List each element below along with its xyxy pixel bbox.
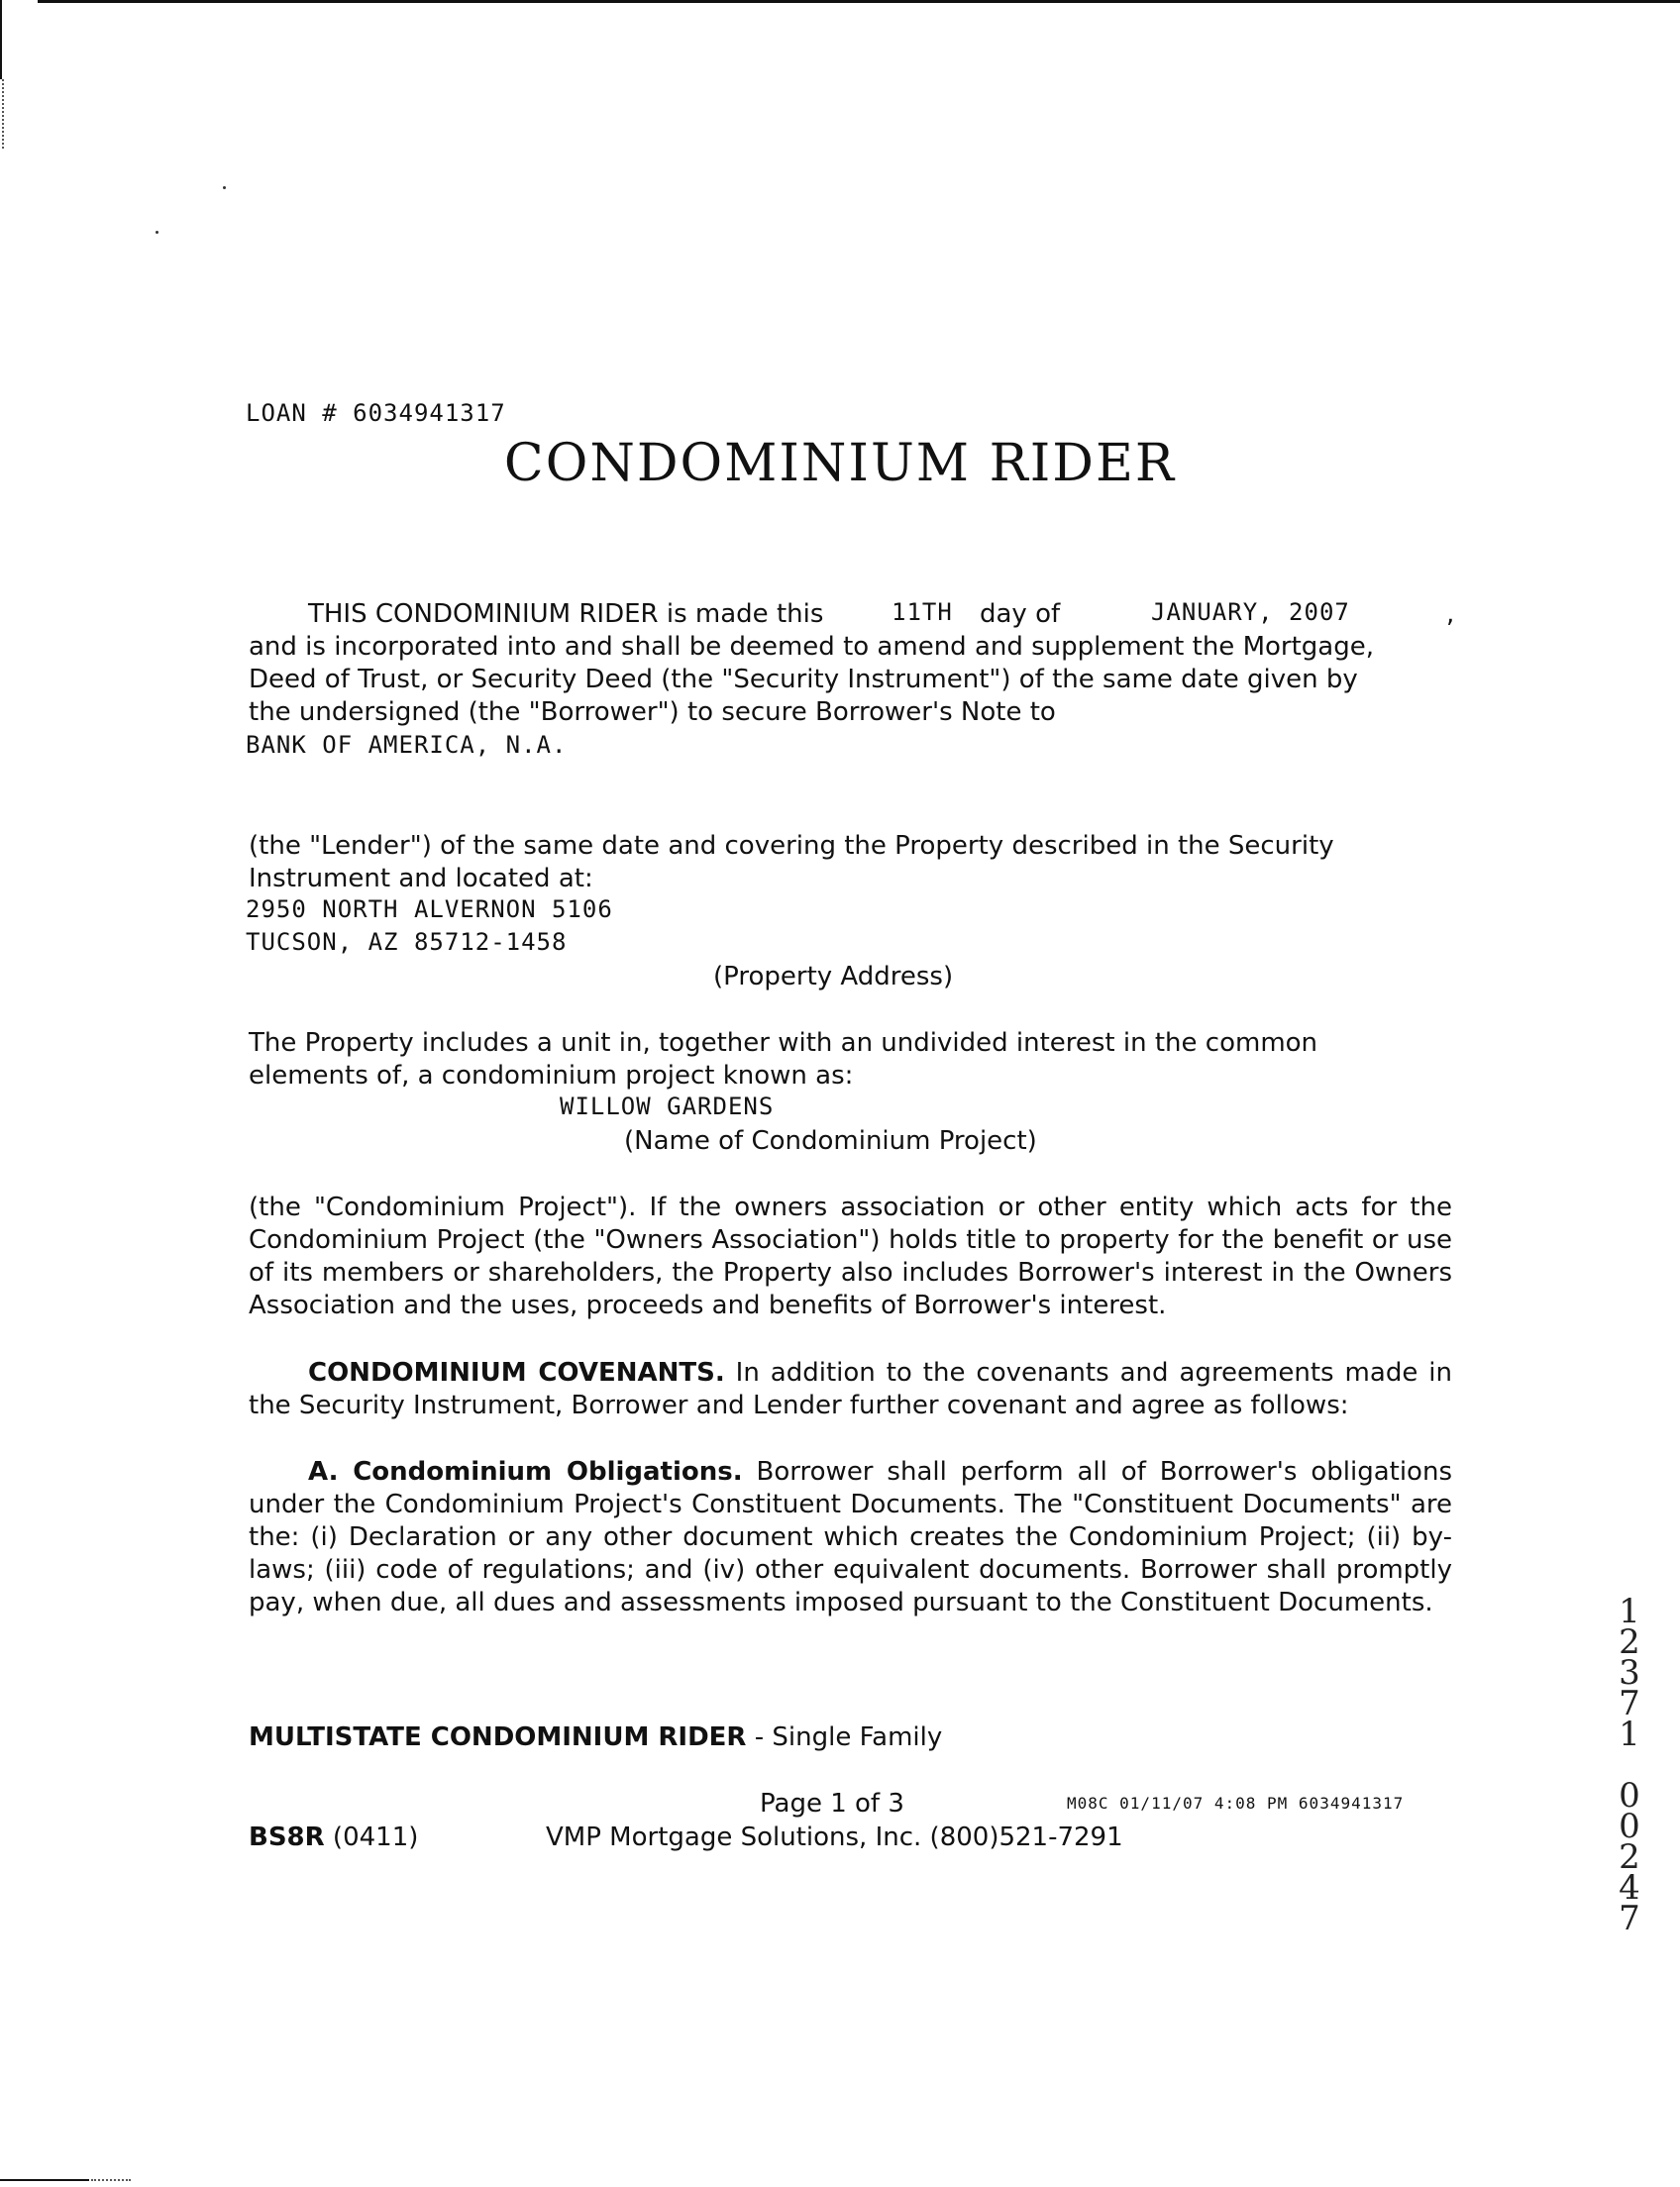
side-digit: 2 <box>1619 1837 1640 1877</box>
property-line-1: The Property includes a unit in, together with an undivided interest in the common <box>249 1028 1318 1058</box>
covenants-paragraph <box>249 1357 1452 1422</box>
side-document-number <box>1612 1592 1647 1938</box>
form-version: (0411) <box>324 1822 419 1852</box>
covenants-text: In addition to the covenants and agreements made in the Security Instrument, Borrower and Lender further covenant and agree as follows: <box>249 1358 1452 1420</box>
side-digit: 7 <box>1619 1899 1640 1938</box>
side-digit: 1 <box>1619 1592 1640 1631</box>
scan-bottom-border <box>0 2179 89 2181</box>
project-name: WILLOW GARDENS <box>560 1093 775 1120</box>
property-line-2: elements of, a condominium project known as: <box>249 1061 854 1091</box>
side-digit: 2 <box>1619 1622 1640 1662</box>
intro-line-3: Deed of Trust, or Security Deed (the "Security Instrument") of the same date given by <box>249 665 1358 694</box>
page-number: Page 1 of 3 <box>760 1789 904 1819</box>
section-a-text: Borrower shall perform all of Borrower's obligations under the Condominium Project's Constituent Documents. The "Constituent Documents" are the: (i) Declaration or any other document which creates the Condominium Project; (ii) by-laws; (iii) code of regulations; and (iv) other equivalent documents. Borrower shall promptly pay, when due, all dues and assessments imposed pursuant to the Constituent Documents. <box>249 1457 1452 1617</box>
side-digit: 4 <box>1619 1868 1640 1908</box>
side-digit: 7 <box>1619 1684 1640 1723</box>
property-address-caption: (Property Address) <box>713 962 954 991</box>
lender-line-2: Instrument and located at: <box>249 864 593 893</box>
intro-comma: , <box>1446 599 1455 629</box>
form-title-bold: MULTISTATE CONDOMINIUM RIDER <box>249 1722 747 1752</box>
covenants-heading: CONDOMINIUM COVENANTS. <box>308 1358 725 1388</box>
intro-day: 11TH <box>892 598 953 626</box>
intro-month-year: JANUARY, 2007 <box>1151 598 1350 626</box>
lender-name: BANK OF AMERICA, N.A. <box>246 731 568 759</box>
side-digit: 3 <box>1619 1653 1640 1693</box>
vendor-line: VMP Mortgage Solutions, Inc. (800)521-7291 <box>546 1822 1123 1852</box>
form-code <box>249 1822 418 1854</box>
page-title: CONDOMINIUM RIDER <box>503 434 1177 493</box>
property-address-line-1: 2950 NORTH ALVERNON 5106 <box>246 895 613 923</box>
scan-bottom-dots <box>91 2179 131 2182</box>
intro-line-4: the undersigned (the "Borrower") to secure Borrower's Note to <box>249 697 1056 727</box>
section-a-heading: A. Condominium Obligations. <box>308 1457 743 1487</box>
print-stamp: M08C 01/11/07 4:08 PM 6034941317 <box>1067 1794 1405 1813</box>
lender-line-1: (the "Lender") of the same date and covering the Property described in the Security <box>249 831 1334 861</box>
scan-speck <box>156 231 158 234</box>
section-a-paragraph <box>249 1456 1452 1619</box>
intro-line-2: and is incorporated into and shall be deemed to amend and supplement the Mortgage, <box>249 632 1374 662</box>
scan-left-dots <box>2 79 5 149</box>
form-code-bold: BS8R <box>249 1822 325 1852</box>
project-name-caption: (Name of Condominium Project) <box>624 1126 1037 1156</box>
intro-lead: THIS CONDOMINIUM RIDER is made this <box>308 599 824 629</box>
intro-day-of: day of <box>980 599 1061 629</box>
side-digit: 1 <box>1619 1715 1640 1754</box>
side-digit: 0 <box>1619 1776 1640 1816</box>
scan-top-border <box>38 0 1680 3</box>
scan-speck <box>223 186 226 189</box>
property-address-line-2: TUCSON, AZ 85712-1458 <box>246 928 568 956</box>
scan-left-border <box>0 0 2 79</box>
form-title <box>249 1721 942 1754</box>
owners-association-paragraph: (the "Condominium Project"). If the owners association or other entity which acts for the Condominium Project (the "Owners Association") holds title to property for the benefit or use of its members or shareholders, the Property also includes Borrower's interest in the Owners Association and the uses, proceeds and benefits of Borrower's interest. <box>249 1193 1452 1320</box>
side-digit: 0 <box>1619 1807 1640 1846</box>
form-subtitle: - Single Family <box>746 1722 943 1752</box>
loan-number: LOAN # 6034941317 <box>246 399 506 427</box>
